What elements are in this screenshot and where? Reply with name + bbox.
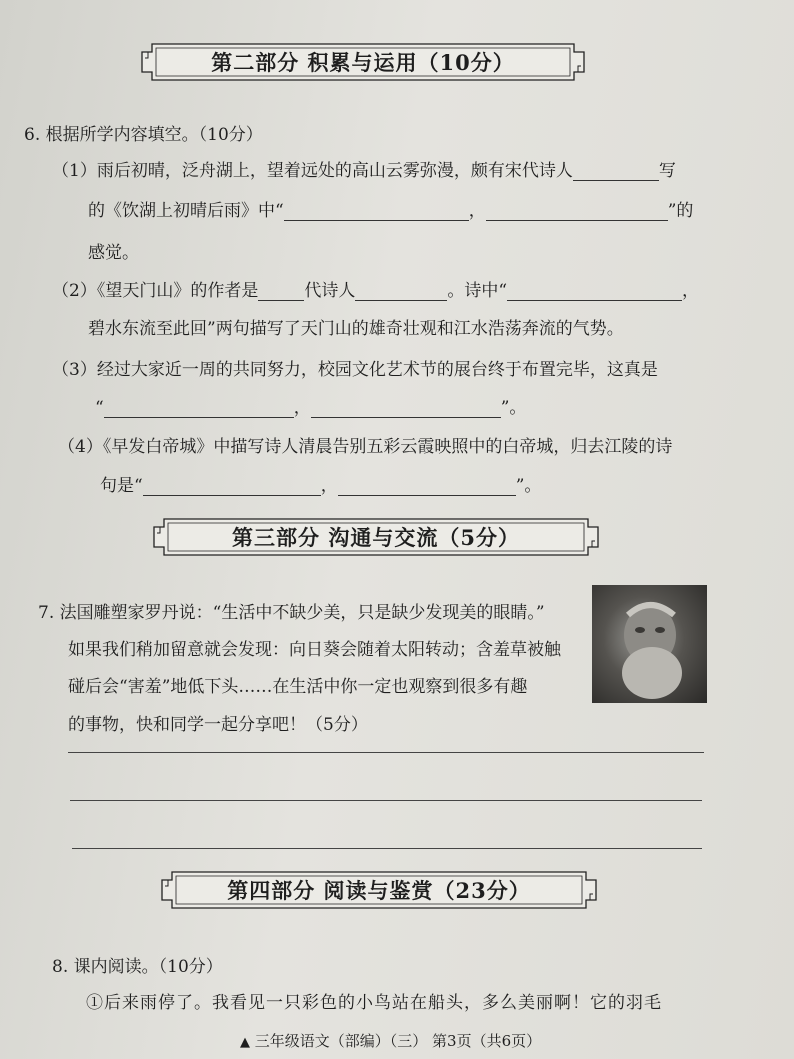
q6-item2-line1 [52, 276, 699, 301]
answer-line[interactable] [70, 800, 702, 801]
answer-blank[interactable] [143, 477, 321, 496]
q6-item4-line2 [100, 471, 541, 496]
q7-line3: 碰后会“害羞”地低下头……在生活中你一定也观察到很多有趣 [68, 677, 528, 697]
text: ”。 [515, 476, 542, 496]
text: ， [320, 476, 338, 496]
text: ， [682, 281, 700, 301]
text: 写 [658, 161, 676, 181]
answer-line[interactable] [72, 848, 702, 849]
q6-item2-line2: 碧水东流至此回”两句描写了天门山的雄奇壮观和江水浩荡奔流的气势。 [88, 319, 624, 339]
answer-line[interactable] [68, 752, 704, 753]
rodin-portrait-image [592, 585, 707, 703]
q6-item3-line2 [95, 393, 526, 418]
q8-paragraph1: ①后来雨停了。我看见一只彩色的小鸟站在船头，多么美丽啊！它的羽毛 [86, 993, 662, 1013]
footer-triangle-icon: ▲ [240, 1035, 250, 1050]
section-banner-part4 [158, 868, 600, 912]
text: （2）《望天门山》的作者是 [52, 281, 259, 301]
portrait-icon [592, 585, 707, 703]
section-title: 第二部分 积累与运用（10分） [211, 50, 515, 75]
answer-blank[interactable] [338, 477, 516, 496]
answer-blank[interactable] [355, 282, 447, 301]
text: 。诗中“ [447, 281, 508, 301]
text: ， [293, 398, 311, 418]
section-title: 第四部分 阅读与鉴赏（23分） [227, 878, 531, 903]
answer-blank[interactable] [486, 202, 668, 221]
q8-title: 8. 课内阅读。（10分） [52, 957, 223, 977]
q7-line4: 的事物，快和同学一起分享吧！（5分） [68, 715, 368, 735]
section-title: 第三部分 沟通与交流（5分） [232, 525, 520, 550]
answer-blank[interactable] [258, 282, 304, 301]
answer-blank[interactable] [284, 202, 469, 221]
text: “ [95, 398, 104, 418]
text: 句是“ [100, 476, 143, 496]
q6-item1-line3: 感觉。 [88, 243, 139, 263]
q6-item3-line1: （3）经过大家近一周的共同努力，校园文化艺术节的展台终于布置完毕，这真是 [52, 360, 658, 380]
answer-blank[interactable] [104, 399, 294, 418]
text: 代诗人 [304, 281, 356, 301]
text: （1）雨后初晴，泛舟湖上，望着远处的高山云雾弥漫，颇有宋代诗人 [52, 161, 573, 181]
section-banner-part3 [150, 515, 602, 559]
section-banner-part2 [138, 40, 588, 84]
text: ， [468, 201, 486, 221]
answer-blank[interactable] [311, 399, 501, 418]
text: ”的 [667, 201, 694, 221]
answer-blank[interactable] [573, 162, 659, 181]
q7-line1: 7. 法国雕塑家罗丹说：“生活中不缺少美，只是缺少发现美的眼睛。” [38, 603, 545, 623]
q6-title: 6. 根据所学内容填空。（10分） [24, 125, 263, 145]
answer-blank[interactable] [507, 282, 682, 301]
q7-line2: 如果我们稍加留意就会发现：向日葵会随着太阳转动；含羞草被触 [68, 640, 561, 660]
page-footer [240, 1030, 541, 1051]
text: 的《饮湖上初晴后雨》中“ [88, 201, 284, 221]
text: ”。 [500, 398, 527, 418]
q6-item1-line1 [52, 156, 676, 181]
q6-item1-line2 [88, 196, 693, 221]
q6-item4-line1: （4）《早发白帝城》中描写诗人清晨告别五彩云霞映照中的白帝城，归去江陵的诗 [58, 437, 673, 457]
footer-text: 三年级语文（部编）（三） 第3页（共6页） [254, 1032, 542, 1050]
